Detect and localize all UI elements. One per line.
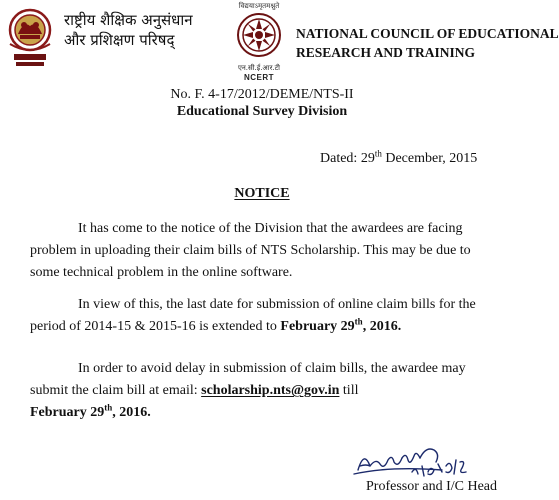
signatory-designation: Professor and I/C Head xyxy=(366,479,498,494)
notice-title xyxy=(0,185,524,202)
date-suffix: December, 2015 xyxy=(381,151,478,166)
notice-title-text: NOTICE xyxy=(234,186,290,201)
para3-line1: In order to avoid delay in submission of claim bills, the awardee may xyxy=(78,361,466,376)
para1-line2: problem in uploading their claim bills of NTS Scholarship. This may be due to xyxy=(30,243,471,258)
handwritten-signature xyxy=(350,436,470,480)
logo-abbr-english: NCERT xyxy=(243,73,275,82)
deadline-date xyxy=(280,316,402,334)
ncert-logo-icon xyxy=(235,11,283,59)
ncert-emblem-icon xyxy=(4,6,56,70)
para3-line2 xyxy=(30,380,498,402)
date-sup: th xyxy=(374,148,382,159)
para3-deadline-sup: th xyxy=(104,402,113,413)
para3-word: at xyxy=(149,383,160,398)
english-name-line1: NATIONAL COUNCIL OF EDUCATIONAL xyxy=(296,26,559,41)
para3-word: claim xyxy=(92,383,124,398)
hindi-name-line1: राष्ट्रीय शैक्षिक अनुसंधान xyxy=(64,11,193,29)
english-name-line2: RESEARCH AND TRAINING xyxy=(296,45,476,60)
file-number: No. F. 4-17/2012/DEME/NTS-II xyxy=(170,87,354,102)
paragraph-2 xyxy=(30,294,498,338)
hindi-name-line2: और प्रशिक्षण परिषद् xyxy=(64,31,175,49)
ncert-logo xyxy=(228,2,290,82)
para1-line1: It has come to the notice of the Division that the awardees are facing xyxy=(78,221,463,236)
logo-motto: विद्ययाऽमृतमश्नुते xyxy=(238,2,280,10)
division-name: Educational Survey Division xyxy=(176,104,348,119)
para2-line2-prefix: period of 2014-15 & 2015-16 is extended to xyxy=(30,319,281,334)
deadline-sup: th xyxy=(354,316,363,327)
para2-line1: In view of this, the last date for submission of online claim bills for the xyxy=(78,297,476,312)
para3-line3 xyxy=(30,402,498,424)
email-link[interactable]: scholarship.nts@gov.in xyxy=(201,383,340,398)
para3-word: email: xyxy=(162,383,198,398)
para3-word: bill xyxy=(126,383,146,398)
institution-name-english xyxy=(296,24,559,62)
institution-name-hindi xyxy=(64,10,193,50)
deadline-year: , 2016. xyxy=(362,319,402,334)
paragraph-1 xyxy=(30,218,498,284)
para3-word: the xyxy=(71,383,89,398)
para2-line2 xyxy=(30,316,498,338)
para3-word: till xyxy=(342,383,359,398)
deadline-text: February 29 xyxy=(280,319,355,334)
para3-deadline-year: , 2016. xyxy=(112,405,151,420)
logo-abbr-hindi: एन.सी.ई.आर.टी xyxy=(238,64,280,72)
paragraph-3 xyxy=(30,358,498,424)
notice-date xyxy=(320,150,477,167)
para1-line3: some technical problem in the online software. xyxy=(30,265,293,280)
date-prefix: Dated: 29 xyxy=(320,151,375,166)
para3-word: submit xyxy=(30,383,69,398)
para3-deadline-text: February 29 xyxy=(30,405,105,420)
